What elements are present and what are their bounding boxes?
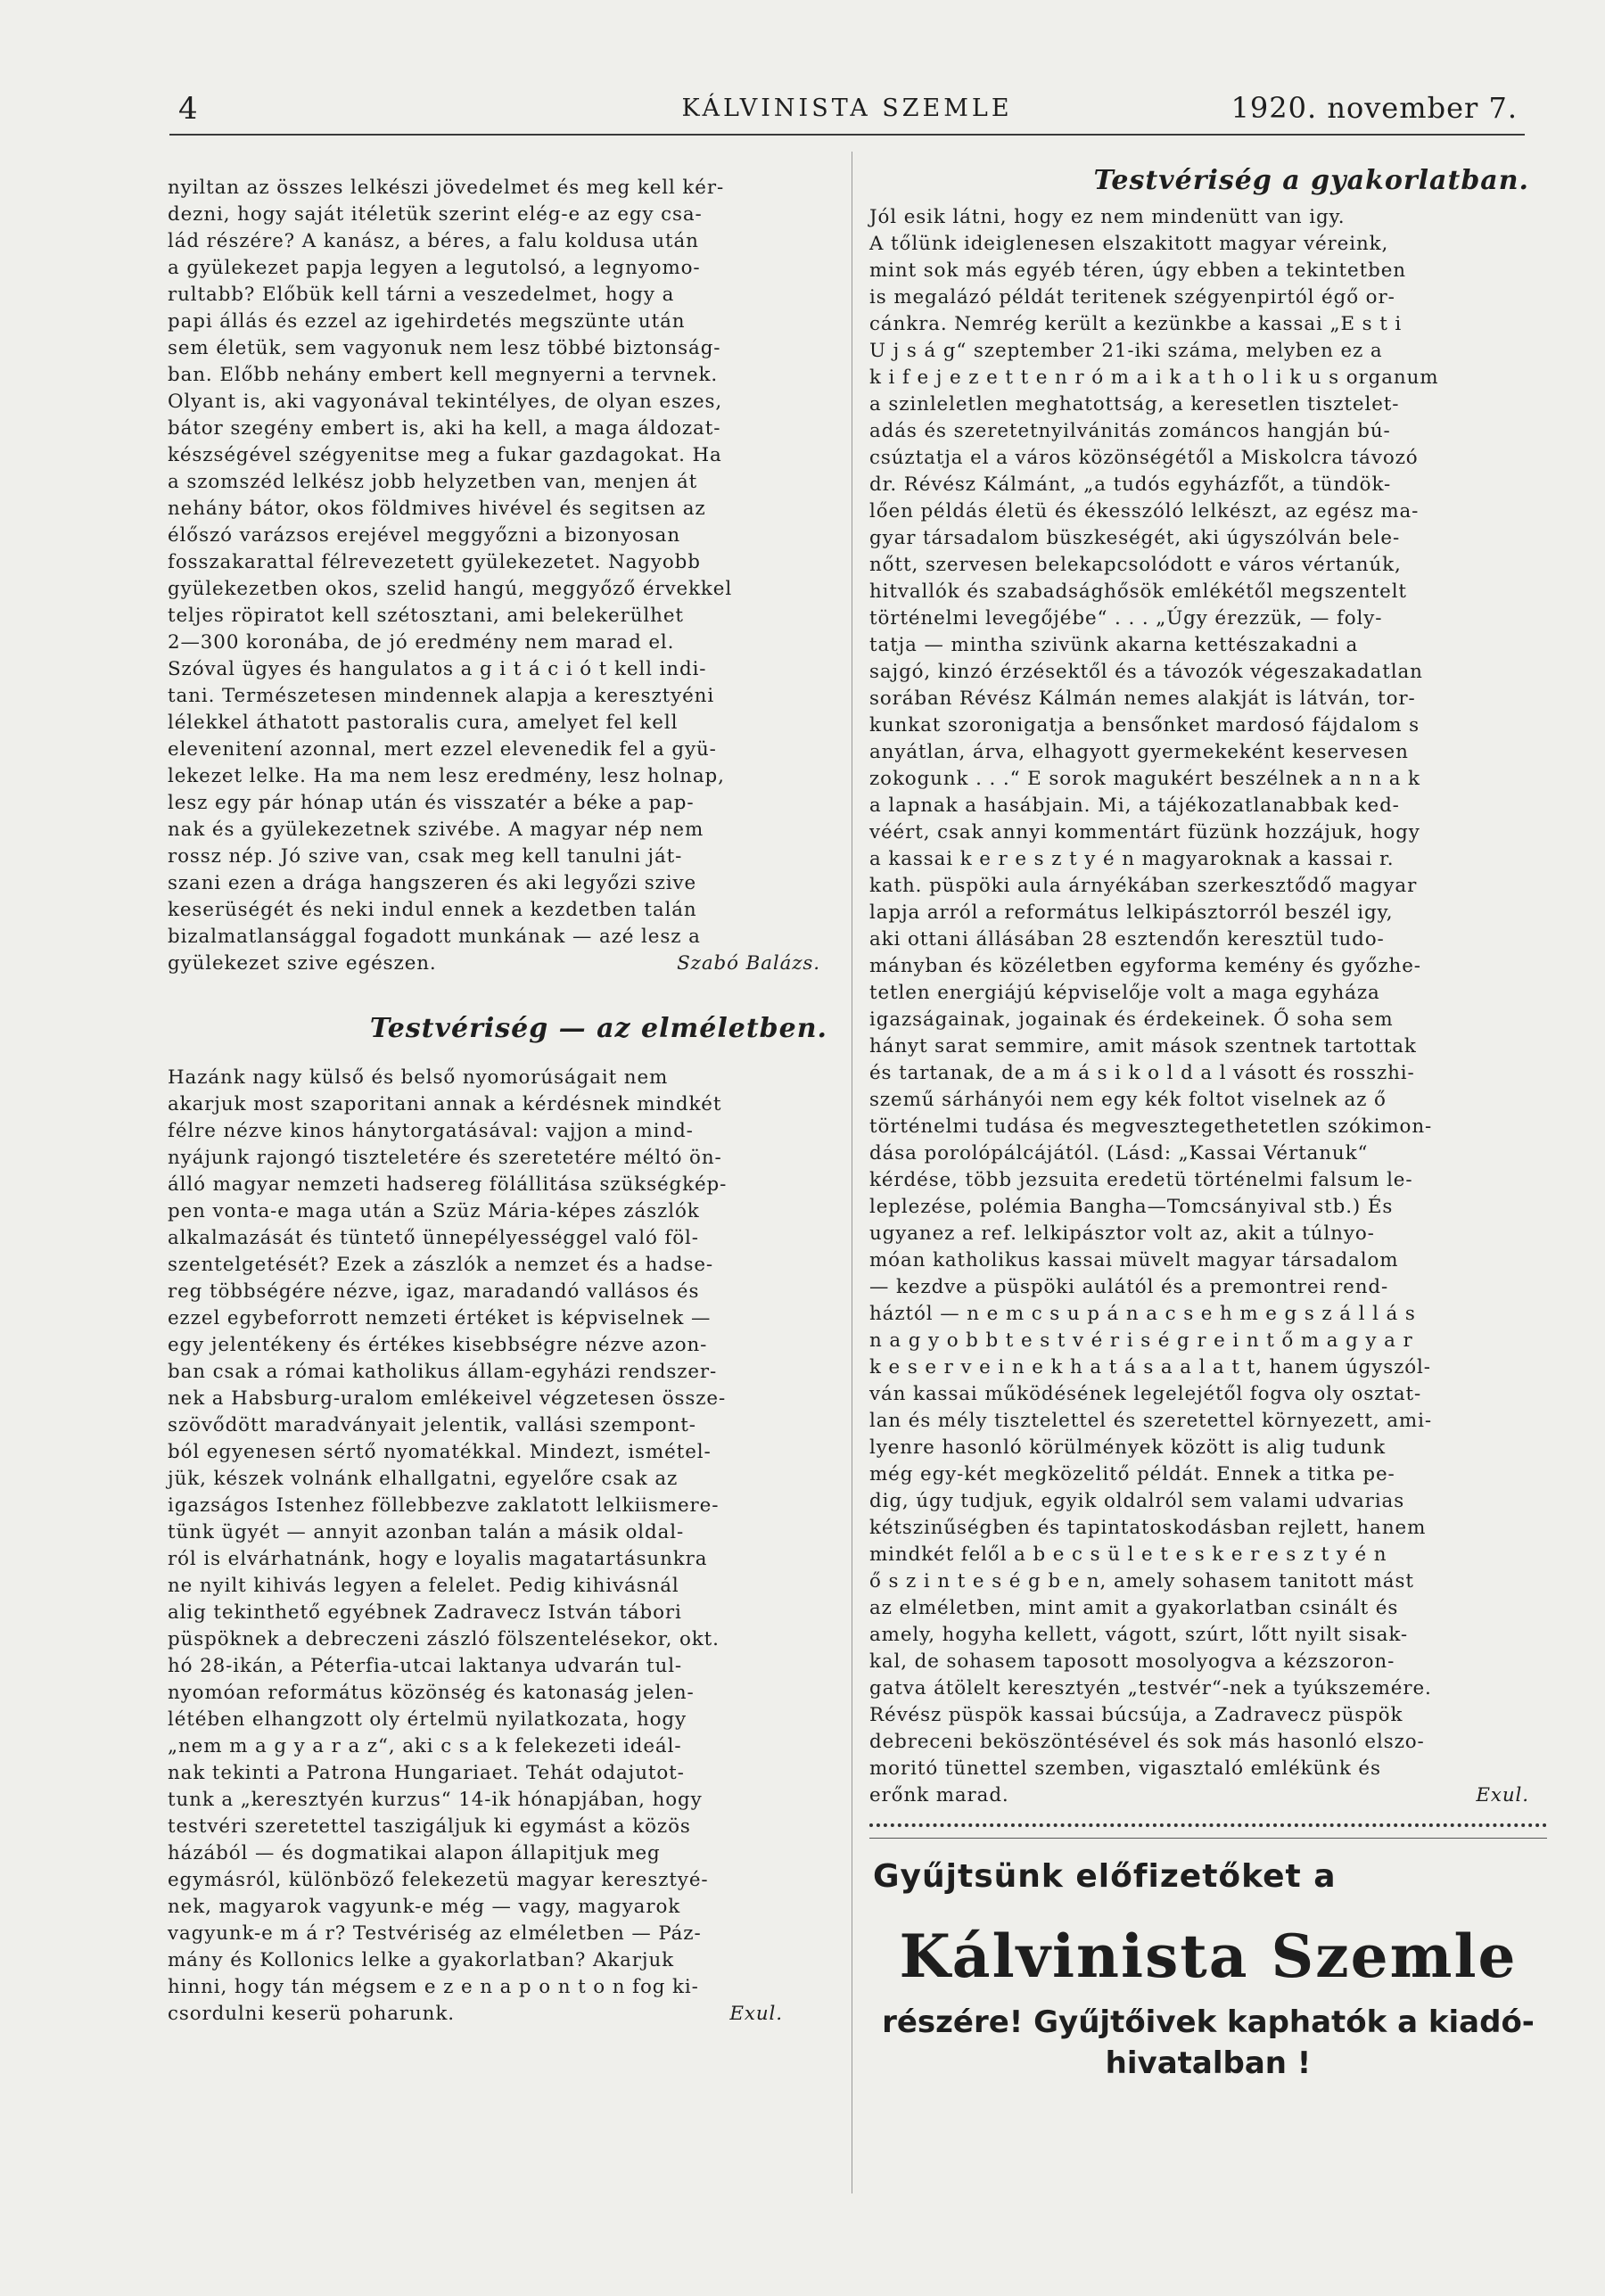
- right-column: [869, 165, 1547, 2084]
- practice-signature: Exul.: [1476, 1784, 1529, 1806]
- issue-date: 1920. november 7.: [1230, 91, 1518, 125]
- intro-paragraph: nyiltan az összes lelkészi jövedelmet és meg kell kér- dezni, hogy saját itéletük szerint elég-e az egy csa- lád részére? A kanász, a béres, a falu koldusa után a gyülekezet papja legyen a legutolsó, a legnyomo- rultabb? Előbük kell tárni a veszedelmet, hogy a papi állás és ezzel az igehirdetés megszünte után sem életük, sem vagyonuk nem lesz többé biztonság- ban. Előbb nehány embert kell megnyerni a tervnek. Olyant is, aki vagyonával tekintélyes, de olyan eszes, bátor szegény embert is, aki ha kell, a maga áldozat- készségével szégyenitse meg a fukar gazdagokat. Ha a szomszéd lelkész jobb helyzetben van, menjen át nehány bátor, okos földmives hivével és segitsen az élőszó varázsos erejével meggyőzni a bizonyosan fosszakarattal félrevezetett gyülekezetet. Nagyobb gyülekezetben okos, szelid hangú, meggyőző érvekkel teljes röpiratot kell szétosztani, ami belekerülhet 2—300 koronába, de jó eredmény nem marad el. Szóval ügyes és hangulatos a g i t á c i ó t kell indi- tani. Természetesen mindennek alapja a keresztyéni lélekkel áthatott pastoralis cura, amelyet fel kell elevenitení azonnal, mert ezzel elevenedik fel a gyü- lekezet lelke. Ha ma nem lesz eredmény, lesz holnap, lesz egy pár hónap után és visszatér a béke a pap- nak és a gyülekezetnek szivébe. A magyar nép nem rossz nép. Jó szive van, csak meg kell tanulni ját- szani ezen a drága hangszeren és aki legyőzi szive keserüségét és neki indul ennek a kezdetben talán bizalmatlansággal fogadott munkának — azé lesz a gyülekezet szive egészen.: [168, 177, 733, 975]
- publication-title: KÁLVINISTA SZEMLE: [681, 95, 1013, 122]
- ornamental-divider: [869, 1823, 1547, 1839]
- ad-brand-name: Kálvinista Szemle: [899, 1922, 1518, 1991]
- page-header: [169, 87, 1525, 136]
- section-title-practice: Testvériség a gyakorlatban.: [1093, 165, 1529, 196]
- section-body-practice: Jól esik látni, hogy ez nem mindenütt van igy. A tőlünk ideiglenesen elszakitott magyar véreink, mint sok más egyéb téren, úgy ebben a tekintetben is megalázó példát teritenek szégyenpirtól égő or- cánkra. Nemrég került a kezünkbe a kassai „E s t i U j s á g“ szeptember 21-iki száma, melyben ez a k i f e j e z e t t e n r ó m a i k a t h o l i k u s organum a szinleletlen meghatottság, a keresetlen tisztelet- adás és szeretetnyilvánitás zománcos hangján bú- csúztatja el a város közönségétől a Miskolcra távozó dr. Révész Kálmánt, „a tudós egyházfőt, a tündök- lően példás életü és ékesszóló lelkészt, az egész ma- gyar társadalom büszkeségét, aki úgyszólván bele- nőtt, szervesen belekapcsolódott e város vértanúk, hitvallók és szabadsághősök emlékétől megszentelt történelmi levegőjébe“ . . . „Úgy érezzük, — foly- tatja — mintha szivünk akarna kettészakadni a sajgó, kinzó érzésektől és a távozók végeszakadatlan sorában Révész Kálmán nemes alakját is látván, tor- kunkat szoronigatja a bensőnket mardosó fájdalom s anyátlan, árva, elhagyott gyermekeként keservesen zokogunk . . .“ E sorok magukért beszélnek a n n a k a lapnak a hasábjain. Mi, a tájékozatlanabbak ked- véért, csak annyi kommentárt füzünk hozzájuk, hogy a kassai k e r e s z t y é n magyaroknak a kassai r. kath. püspöki aula árnyékában szerkesztődő magyar lapja arról a református lelkipásztorról beszél igy, aki ottani állásában 28 esztendőn keresztül tudo- mányban és közéletben egyforma kemény és győzhe- tetlen energiájú képviselője volt a maga egyháza igazságainak, jogainak és érdekeinek. Ő soha sem hányt sarat semmire, amit mások szentnek tartottak és tartanak, de a m á s i k o l d a l vásott és rosszhi- szemű sárhányói nem egy kék foltot viselnek az ő történelmi tudása és megvesztegethetetlen szókimon- dása porolópálcájától. (Lásd: „Kassai Vértanuk“ kérdése, több jezsuita eredetü történelmi falsum le- leplezése, polémia Bangha—Tomcsányival stb.) És ugyanez a ref. lelkipásztor volt az, akit a túlnyo- móan katholikus kassai müvelt magyar társadalom — kezdve a püspöki aulától és a premontrei rend- háztól — n e m c s u p á n a c s e h m e g s z á l l á s n a g y o b b t e s t v é r i s é g r e i n t ő m a g y a r k e s e r v e i n e k h a t á s a a l a t t, hanem úgyszól- ván kassai működésének legelejétől fogva oly osztat- lan és mély tisztelettel és szeretettel környezett, ami- lyenre hasonló körülmények között is alig tudunk még egy-két megközelitő példát. Ennek a titka pe- dig, úgy tudjuk, egyik oldalról sem valami udvarias kétszinűségben és tapintatoskodásban rejlett, hanem mindkét felől a b e c s ü l e t e s k e r e s z t y é n ő s z i n t e s é g b e n, amely sohasem tanitott mást az elméletben, mint amit a gyakorlatban csinált és amely, hogyha kellett, vágott, szúrt, lőtt nyilt sisak- kal, de sohasem taposott mosolyogva a kézszoron- gatva átölelt keresztyén „testvér“-nek a tyúkszemére. Révész püspök kassai búcsúja, a Zadravecz püspök debreceni beköszöntésével és sok más hasonló elszo- moritó tünettel szemben, vigasztaló emlékünk és erőnk marad.: [869, 206, 1439, 1806]
- page-number: 4: [178, 91, 198, 127]
- subscription-advertisement: [869, 1858, 1547, 2084]
- intro-signature: Szabó Balázs.: [677, 952, 820, 975]
- section-body-theory: Hazánk nagy külső és belső nyomorúságait nem akarjuk most szaporitani annak a kérdésnek mindkét félre nézve kinos hánytorgatásával: vajjon a mind- nyájunk rajongó tiszteletére és szeretetére méltó ön- álló magyar nemzeti hadsereg fölállitása szükségkép- pen vonta-e maga után a Szüz Mária-képes zászlók alkalmazását és tüntető ünnepélyességgel való föl- szentelgetését? Ezek a zászlók a nemzet és a hadse- reg többségére nézve, igaz, maradandó vallásos és ezzel egybeforrott nemzeti értéket is képviselnek — egy jelentékeny és értékes kisebbségre nézve azon- ban csak a római katholikus állam-egyházi rendszer- nek a Habsburg-uralom emlékeivel végzetesen össze- szövődött maradványait jelentik, vallási szempont- ból egyenesen sértő nyomatékkal. Mindezt, ismétel- jük, készek volnánk elhallgatni, egyelőre csak az igazságos Istenhez föllebbezve zaklatott lelkiismere- tünk ügyét — annyit azonban talán a másik oldal- ról is elvárhatnánk, hogy e loyalis magatartásunkra ne nyilt kihivás legyen a felelet. Pedig kihivásnál alig tekinthető egyébnek Zadravecz István tábori püspöknek a debreczeni zászló fölszentelésekor, okt. hó 28-ikán, a Péterfia-utcai laktanya udvarán tul- nyomóan református közönség és katonaság jelen- létében elhangzott oly értelmü nyilatkozata, hogy „nem m a g y a r a z“, aki c s a k felekezeti ideál- nak tekinti a Patrona Hungariaet. Tehát odajutot- tunk a „keresztyén kurzus“ 14-ik hónapjában, hogy testvéri szeretettel taszigáljuk ki egymást a közös házából — és dogmatikai alapon állapitjuk meg egymásról, különböző felekezetü magyar keresztyé- nek, magyarok vagyunk-e még — vagy, magyarok vagyunk-e m á r? Testvériség az elméletben — Páz- mány és Kollonics lelke a gyakorlatban? Akarjuk hinni, hogy tán mégsem e z e n a p o n t o n fog ki- csordulni keserü poharunk.: [168, 1066, 728, 2025]
- left-column: [168, 175, 836, 2028]
- theory-signature: Exul.: [729, 2003, 783, 2025]
- ad-headline: Gyűjtsünk előfizetőket a: [873, 1858, 1337, 1895]
- section-title-theory: Testvériség — az elméletben.: [369, 1013, 827, 1044]
- ad-subtext: részére! Gyűjtőivek kaphatók a kiadó- hivatalban !: [882, 2004, 1535, 2081]
